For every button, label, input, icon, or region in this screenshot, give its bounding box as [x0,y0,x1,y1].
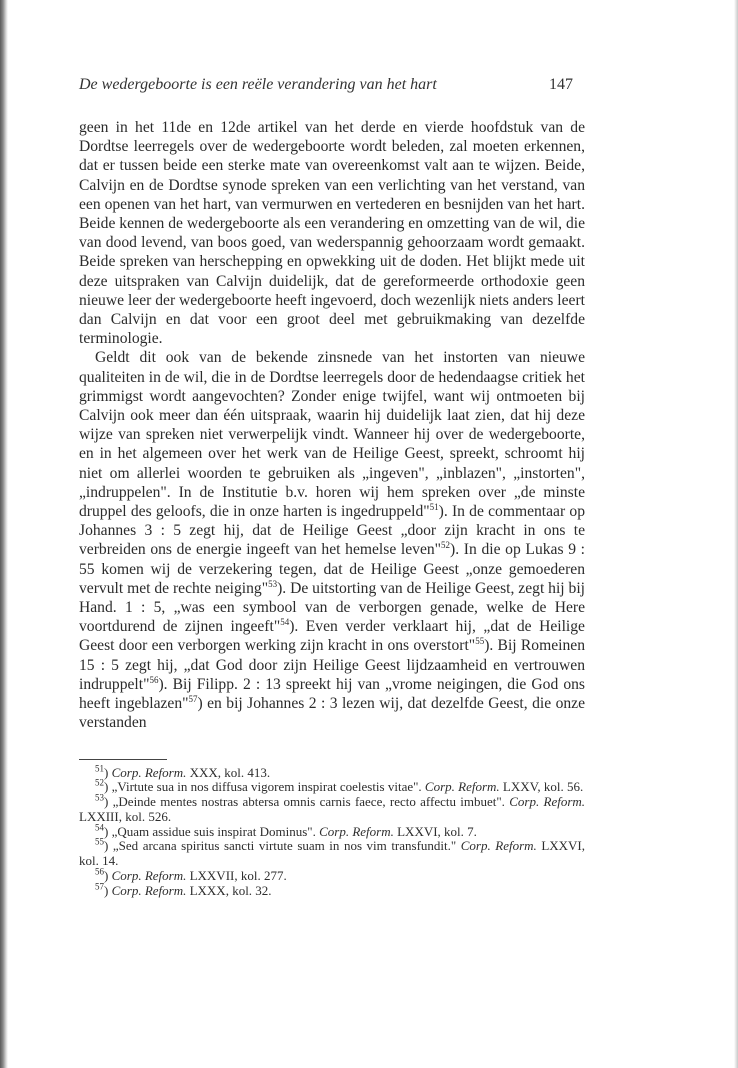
footnote-57: $^{57}$) Corp. Reform. LXXX, kol. 32. [95,881,272,898]
footnotes [79,763,586,899]
paragraph-2-segment: ). De uitstorting van de Heilige Geest, zegt hij bij Hand. 1 : 5, „was een symbool van de verborgen genade, welke de Here voortdurend de zijnen ingeeft" [79,579,585,636]
footnote-51: $^{51}$) Corp. Reform. XXX, kol. 413. [95,763,271,780]
scan-edge-right [734,0,738,1068]
footnote-source: Corp. Reform. [460,838,537,854]
footnote-source: Corp. Reform. [111,764,187,780]
footnote-quote: „Sed arcana spiritus sancti virtute suam in nos vim transfundit." [112,838,461,854]
footnote-source: Corp. Reform. [111,882,187,898]
running-head [79,76,585,100]
paragraph-2-segment: ) en bij Johannes 2 : 3 lezen wij, dat dezelfde Geest, die onze verstanden [79,695,585,732]
paragraph-2-segment: ). Bij Filipp. 2 : 13 spreekt hij van „vrome neigingen, die God ons heeft ingeblazen" [79,675,585,713]
footnote-separator [79,759,167,760]
page-number: 147 [549,76,573,93]
footnote-53: $^{53}$) „Deinde mentes nostras abtersa omnis carnis faece, recto affectu imbuet". Corp. Reform. LXXIII, kol. 526. [79,792,586,824]
footnote-source: Corp. Reform. [111,868,187,884]
paragraph-2-segment: ). In die op Lukas 9 : 55 komen wij de verzekering tegen, dat de Heilige Geest „onze gemoederen vervult met de rechte neiging" [79,541,585,597]
footnote-ref-51: 51 [429,501,439,512]
paragraph-2-segment: ). In de commentaar op Johannes 3 : 5 zegt hij, dat de Heilige Geest „door zijn kracht in ons te verbreiden ons de energie ingeeft van het hemelse leven" [79,503,585,559]
running-head-title: De wedergeboorte is een reële verandering van het hart [79,76,437,93]
paragraph-1: geen in het 11de en 12de artikel van het derde en vierde hoofdstuk van de Dordtse leerregels over de wedergeboorte wordt beleden, zal moeten erkennen, dat er tussen beide een sterke mate van overeenkomst valt aan te wijzen. Beide, Calvijn en de Dordtse synode spreken van een verlichting van het verstand, van een openen van het hart, van vermurwen en vertederen en besnijden van het hart. Beide kennen de wedergeboorte als een verandering en omzetting van de wil, die van dood levend, van boos goed, van wederspannig gehoorzaam wordt gemaakt. Beide spreken van herschepping en opwekking uit de doden. Het blijkt mede uit deze uitspraken van Calvijn duidelijk, dat de gereformeerde orthodoxie geen nieuwe leer der wedergeboorte heeft ingevoerd, doch wezenlijk niets anders leert dan Calvijn en dat voor een groot deel met gebruikmaking van dezelfde terminologie. [79,119,585,348]
footnote-source: Corp. Reform. [424,779,500,795]
footnote-52: $^{52}$) „Virtute sua in nos diffusa vigorem inspirat coelestis vitae". Corp. Reform. LXXV, kol. 56. [95,777,584,795]
footnote-ref-54: 54 [280,617,290,628]
paragraph-2-segment: ). Bij Romeinen 15 : 5 zegt hij, „dat God door zijn Heilige Geest lijdzaamheid en vertrouwen indruppelt" [79,637,585,693]
footnote-ref-57: 57 [188,693,198,704]
footnote-source: Corp. Reform. [509,794,586,810]
footnote-ref-53: 53 [268,578,278,589]
footnote-quote: „Quam assidue suis inspirat Dominus". [111,823,320,839]
scan-edge-left [0,0,8,1068]
footnote-number: 56 [95,866,104,877]
footnote-55: $^{55}$) „Sed arcana spiritus sancti virtute suam in nos vim transfundit." Corp. Reform. LXXVI, kol. 14. [79,837,586,869]
footnote-ref-56: 56 [149,674,159,685]
paragraph-2-segment: ). Even verder verklaart hij, „dat de Heilige Geest door een verborgen werking zijn kracht in ons overstort" [79,618,585,655]
footnote-number: 52 [95,777,104,788]
body-text [79,118,585,733]
footnote-quote: „Virtute sua in nos diffusa vigorem inspirat coelestis vitae". [111,779,425,795]
paragraph-2 [79,348,585,732]
footnote-source: Corp. Reform. [319,823,394,839]
footnote-54: $^{54}$) „Quam assidue suis inspirat Dominus". Corp. Reform. LXXVI, kol. 7. [95,822,477,839]
footnote-ref-55: 55 [475,636,485,647]
book-page [79,76,585,899]
footnote-number: 53 [95,792,104,803]
footnote-ref-52: 52 [441,540,451,551]
footnote-number: 55 [95,837,104,848]
footnote-number: 54 [95,822,104,833]
footnote-number: 51 [95,763,104,774]
footnote-56: $^{56}$) Corp. Reform. LXXVII, kol. 277. [95,866,287,884]
footnote-quote: „Deinde mentes nostras abtersa omnis carnis faece, recto affectu imbuet". [112,794,510,810]
footnote-number: 57 [95,881,104,892]
paragraph-2-segment: Geldt dit ook van de bekende zinsnede van het instorten van nieuwe qualiteiten in de wil, die in de Dordtse leerregels door de hedendaagse critiek het grimmigst wordt aangevochten? Zonder enige twijfel, want wij ontmoeten bij Calvijn ook meer dan één uitspraak, waarin hij duidelijk laat zien, dat hij deze wijze van spreken niet verwerpelijk vindt. Wanneer hij over de wedergeboorte, en in het algemeen over het werk van de Heilige Geest, spreekt, schroomt hij niet om allerlei woorden te gebruiken als „ingeven", „inblazen", „instorten", „indruppelen". In de Institutie b.v. horen wij hem spreken over „de minste druppel des geloofs, die in onze harten is ingedruppeld" [79,349,585,521]
